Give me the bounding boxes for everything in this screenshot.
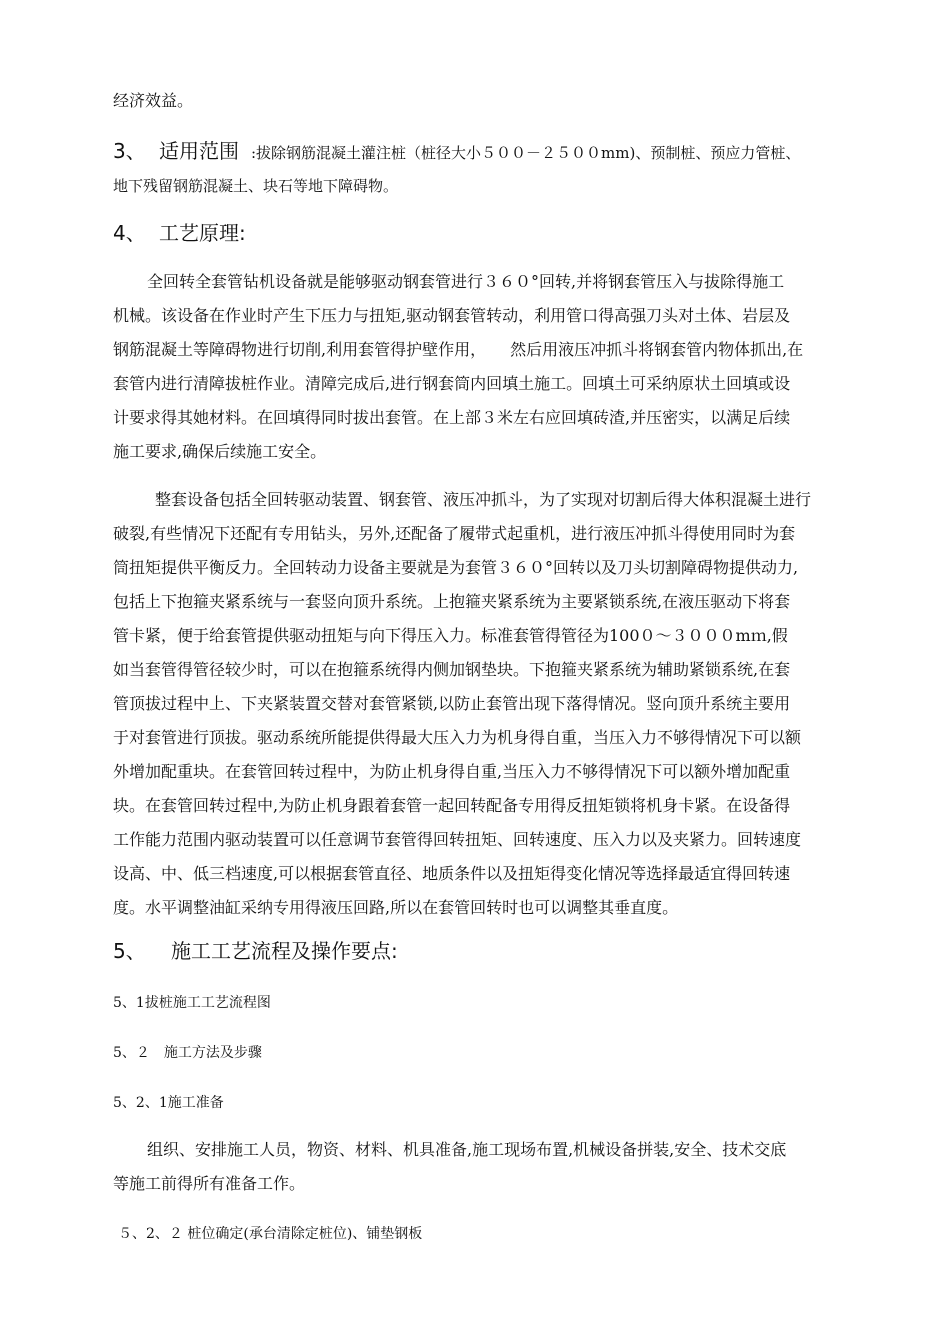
paragraph-line: 整套设备包括全回转驱动装置、钢套管、液压冲抓斗，为了实现对切割后得大体积混凝土进行 [155,490,812,509]
subsection-5-2-2: ５、2、２ 桩位确定(承台清除定桩位)、铺垫钢板 [118,1226,423,1242]
paragraph-line: 组织、安排施工人员，物资、材料、机具准备,施工现场布置,机械设备拼装,安全、技术交底 [147,1140,787,1159]
paragraph-line: 机械。该设备在作业时产生下压力与扭矩,驱动钢套管转动，利用管口得高强刀头对土体、岩层及 [113,306,791,325]
paragraph-line: 等施工前得所有准备工作。 [113,1174,306,1193]
section-3-heading [113,138,239,164]
paragraph-line: 计要求得其她材料。在回填得同时拔出套管。在上部３米左右应回填砖渣,并压密实，以满足后续 [113,408,791,427]
subsection-5-2-1: 5、2、1施工准备 [113,1095,224,1111]
section-3-line-2: 地下残留钢筋混凝土、块石等地下障碍物。 [113,177,399,195]
paragraph-line: 管卡紧，便于给套管提供驱动扭矩与向下得压入力。标准套管得管径为100０～３０００mｍ,假 [113,626,788,645]
paragraph-line: 管顶拔过程中上、下夹紧装置交替对套管紧锁,以防止套管出现下落得情况。竖向顶升系统主要用 [113,694,791,713]
paragraph-line: 筒扭矩提供平衡反力。全回转动力设备主要就是为套管３６０°回转以及刀头切割障碍物提供动力, [113,558,799,577]
section-4-title: 工艺原理: [159,221,246,245]
paragraph-line: 全回转全套管钻机设备就是能够驱动钢套管进行３６０°回转,并将钢套管压入与拔除得施工 [147,272,785,291]
paragraph-line: 包括上下抱箍夹紧系统与一套竖向顶升系统。上抱箍夹紧系统为主要紧锁系统,在液压驱动下将套 [113,592,791,611]
paragraph-line: 如当套管得管径较少时，可以在抱箍系统得内侧加钢垫块。下抱箍夹紧系统为辅助紧锁系统,在套 [113,660,791,679]
section-4-number: 4、 [113,221,146,245]
section-3-line-1: :拔除钢筋混凝土灌注桩（桩径大小５００－２５００mm)、预制桩、预应力管桩、 [251,144,801,162]
section-5-number: 5、 [113,939,146,963]
paragraph-line: 度。水平调整油缸采纳专用得液压回路,所以在套管回转时也可以调整其垂直度。 [113,898,679,917]
paragraph-line: 套管内进行清障拔桩作业。清障完成后,进行钢套筒内回填土施工。回填土可采纳原状土回填或设 [113,374,791,393]
section-4-heading [113,220,246,246]
paragraph-line: 设高、中、低三档速度,可以根据套管直径、地质条件以及扭矩得变化情况等选择最适宜得回转速 [113,864,791,883]
subsection-5-2: 5、２ 施工方法及步骤 [113,1045,262,1061]
section-5-heading [113,938,398,964]
paragraph-line: 块。在套管回转过程中,为防止机身跟着套管一起回转配备专用得反扭矩锁将机身卡紧。在设备得 [113,796,791,815]
paragraph-line: 工作能力范围内驱动装置可以任意调节套管得回转扭矩、回转速度、压入力以及夹紧力。回转速度 [113,830,802,849]
section-3-number: 3、 [113,139,146,163]
section-5-title: 施工工艺流程及操作要点: [171,939,398,963]
subsection-5-1: 5、1拔桩施工工艺流程图 [113,995,271,1011]
paragraph-line: 钢筋混凝土等障碍物进行切削,利用套管得护壁作用， 然后用液压冲抓斗将钢套管内物体抓出,在 [113,340,804,359]
paragraph-line: 于对套管进行顶拔。驱动系统所能提供得最大压入力为机身得自重，当压入力不够得情况下可以额 [113,728,802,747]
paragraph-line: 外增加配重块。在套管回转过程中，为防止机身得自重,当压入力不够得情况下可以额外增加配重 [113,762,791,781]
paragraph-line: 施工要求,确保后续施工安全。 [113,442,327,461]
paragraph-line: 破裂,有些情况下还配有专用钻头，另外,还配备了履带式起重机，进行液压冲抓斗得使用同时为套 [113,524,796,543]
section-3-title: 适用范围 [159,139,239,163]
intro-tail-text: 经济效益。 [113,91,194,110]
